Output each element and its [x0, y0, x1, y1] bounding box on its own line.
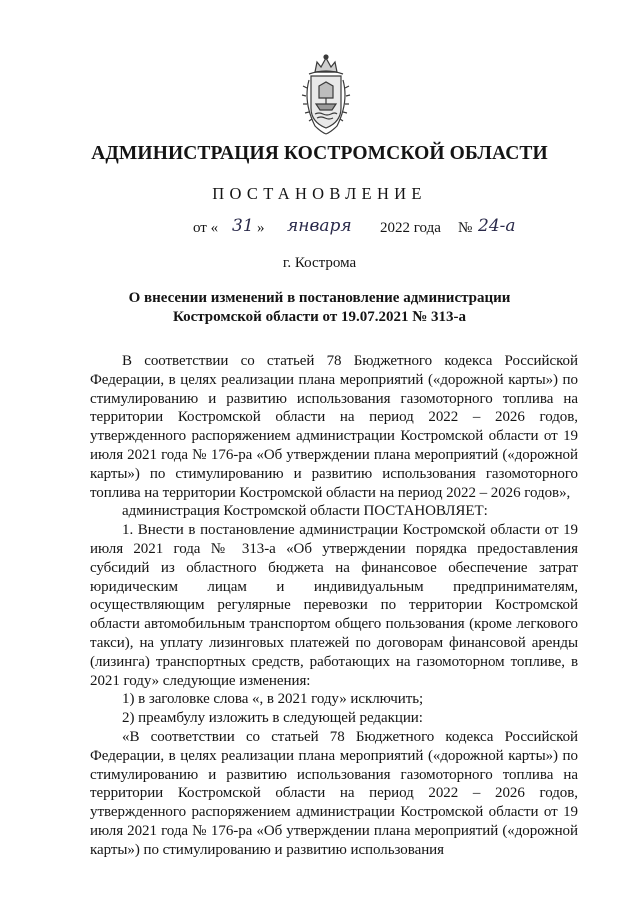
date-day-close: »	[257, 220, 265, 236]
document-type: ПОСТАНОВЛЕНИЕ	[212, 184, 427, 203]
date-day: 31	[232, 216, 254, 236]
document-body	[90, 352, 578, 860]
coat-of-arms-icon	[297, 52, 355, 136]
body-paragraph: 2) преамбулу изложить в следующей редакции:	[122, 710, 423, 727]
body-paragraph: 1) в заголовке слова «, в 2021 году» исключить;	[122, 691, 424, 708]
body-paragraph: 1. Внести в постановление администрации Костромской области от 19 июля 2021 года № 313-а «Об утверждении порядка предоставления субсидий из областного бюджета на финансовое обеспечение затрат юридическим лицам и индивидуальным предпринимателям, осуществляющим регулярные перевозки по территории Костромской области автомобильным транспортом общего пользования (кроме легкового такси), на уплату лизинговых платежей по договорам финансовой аренды (лизинга) транспортных средств, работающих на газомоторном топливе, в 2021 году» следующие изменения:	[90, 522, 578, 689]
document-subject	[0, 289, 639, 327]
date-month: января	[287, 216, 352, 236]
organization-title: АДМИНИСТРАЦИЯ КОСТРОМСКОЙ ОБЛАСТИ	[91, 143, 548, 164]
subject-line-2: Костромской области от 19.07.2021 № 313-а	[172, 309, 467, 325]
body-paragraph: В соответствии со статьей 78 Бюджетного кодекса Российской Федерации, в целях реализации плана мероприятий («дорожной карты») по стимулированию и развитию использования газомоторного топлива на территории Костромской области на период 2022 – 2026 годов, утвержденного распоряжением администрации Костромской области от 19 июля 2021 года № 176-ра «Об утверждении плана мероприятий («дорожной карты») по стимулированию и развитию использования газомоторного топлива на территории Костромской области на период 2022 – 2026 годов»,	[90, 353, 578, 501]
document-number: 24-а	[478, 216, 516, 236]
city-line: г. Кострома	[282, 255, 357, 271]
date-year: 2022 года	[380, 220, 441, 236]
date-line	[0, 216, 639, 246]
body-paragraph: «В соответствии со статьей 78 Бюджетного кодекса Российской Федерации, в целях реализации плана мероприятий («дорожной карты») по стимулированию и развитию использования газомоторного топлива на территории Костромской области на период 2022 – 2026 годов, утвержденного распоряжением администрации Костромской области от 19 июля 2021 года № 176-ра «Об утверждении плана мероприятий («дорожной карты») по стимулированию и развитию использования	[90, 728, 578, 858]
subject-line-1: О внесении изменений в постановление администрации	[128, 290, 511, 306]
body-paragraph: администрация Костромской области ПОСТАНОВЛЯЕТ:	[122, 503, 488, 520]
number-label: №	[458, 220, 473, 236]
date-prefix: от «	[193, 220, 219, 236]
